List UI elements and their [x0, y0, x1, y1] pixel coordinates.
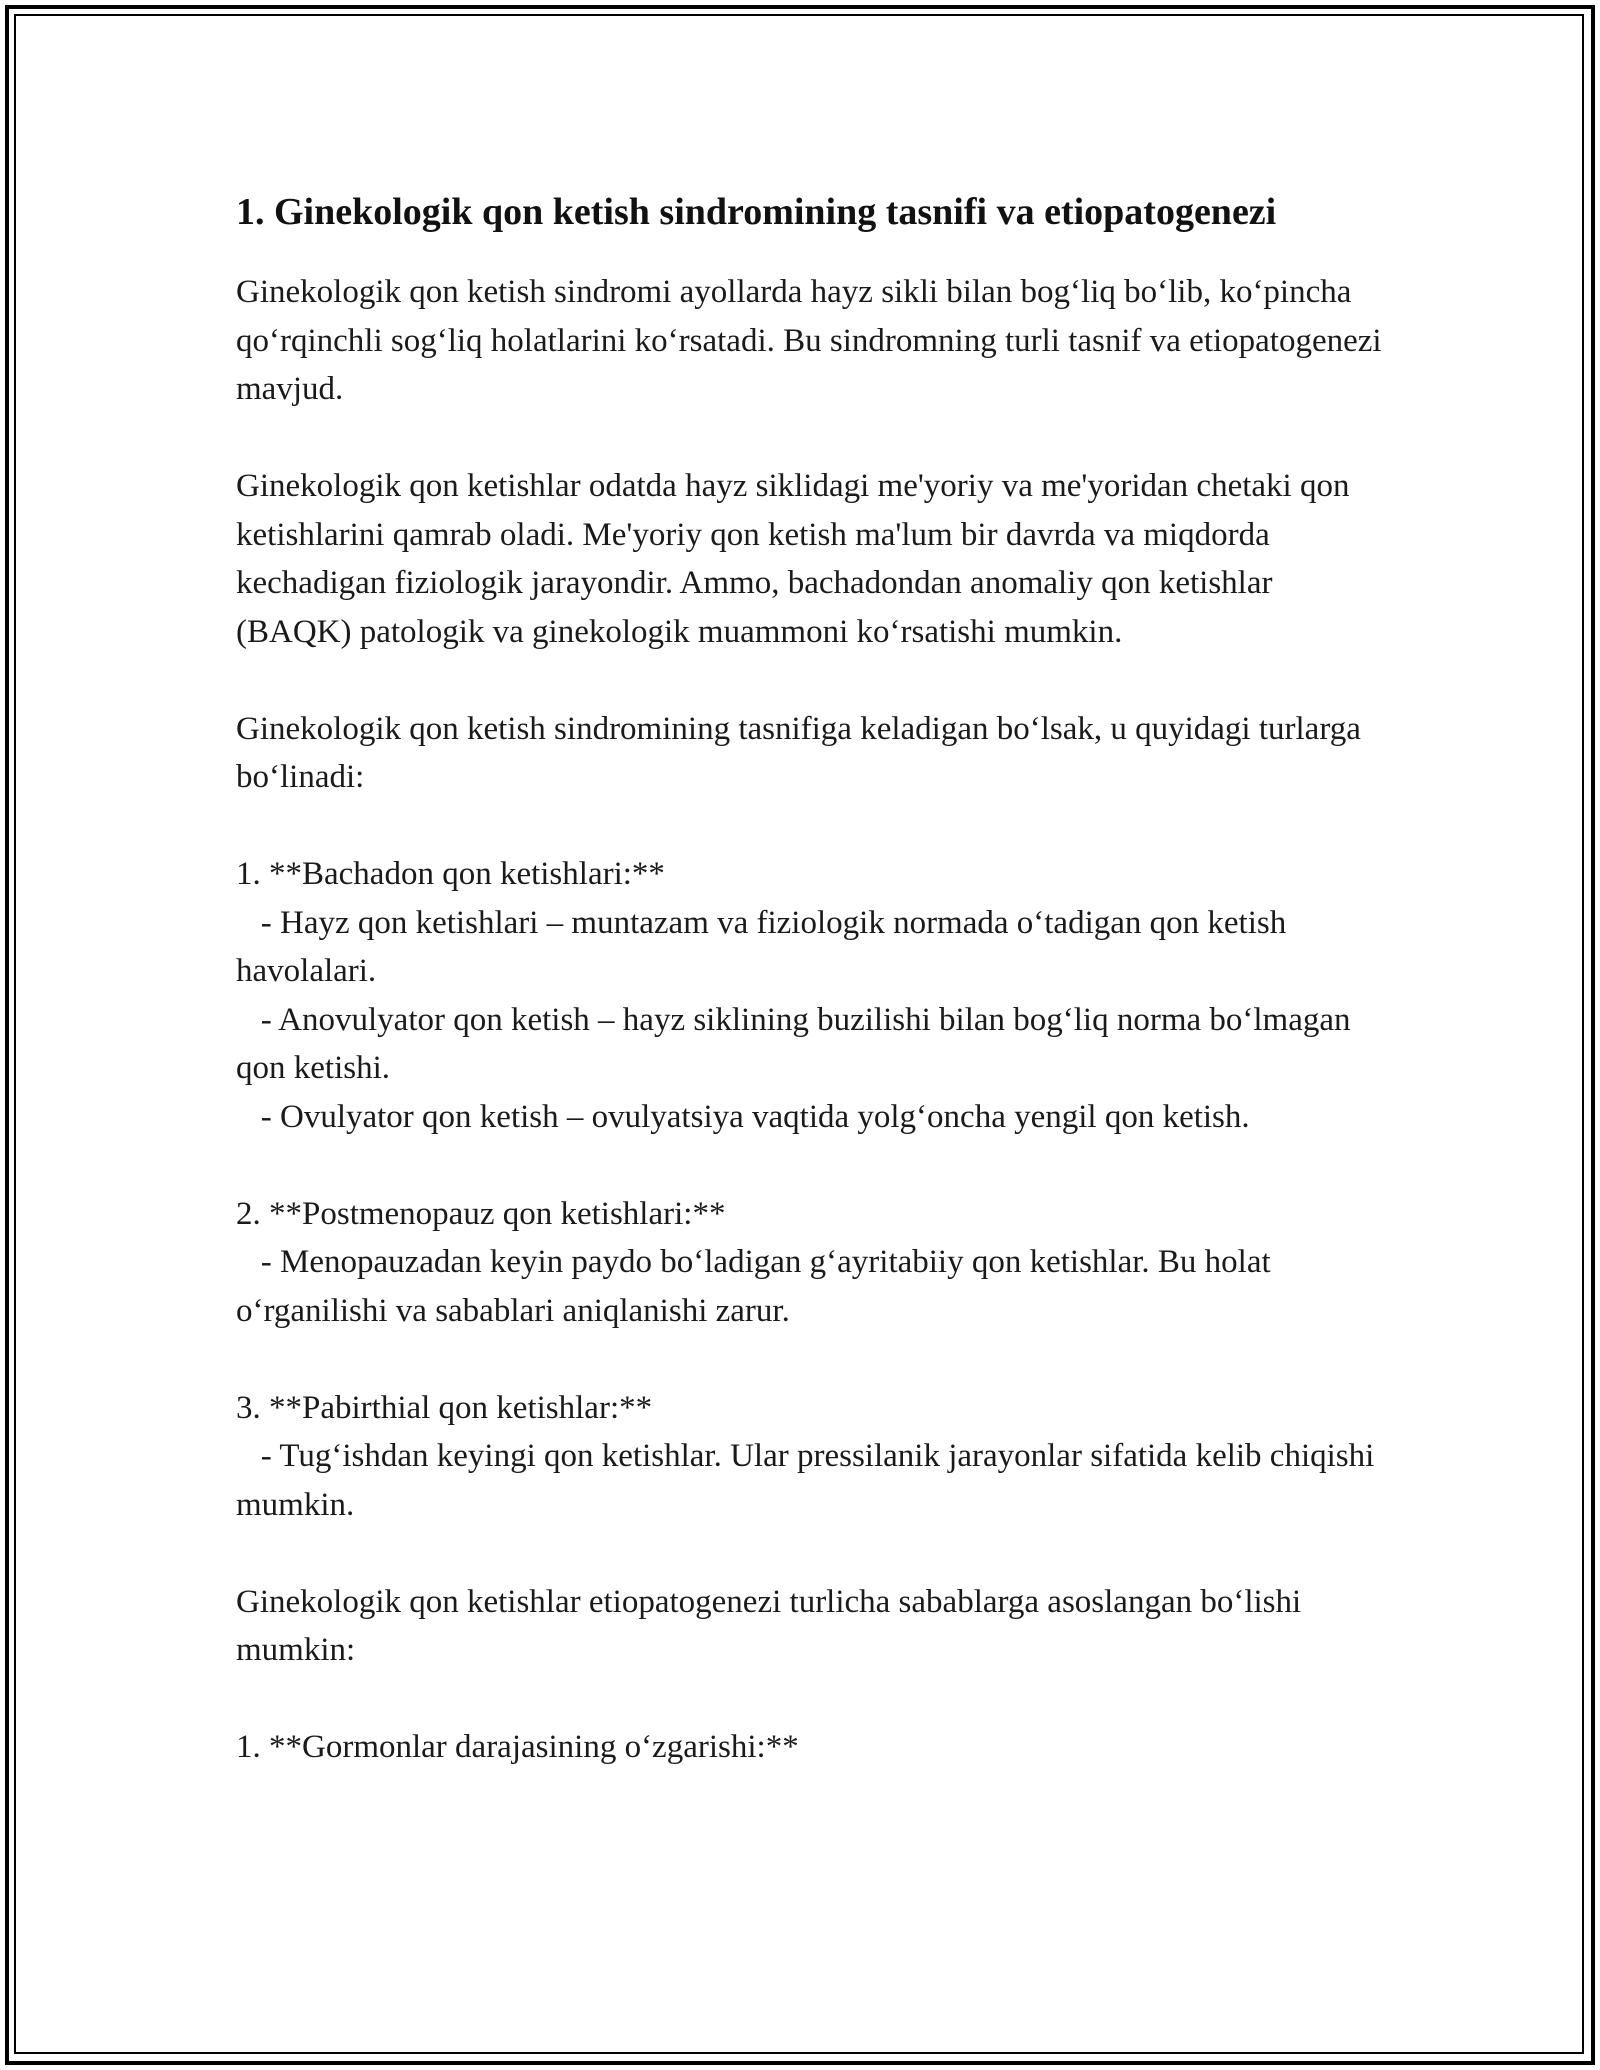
paragraph-gap — [236, 1335, 1386, 1384]
list-item-postmenopausal-bleeding: 2. **Postmenopauz qon ketishlari:** - Menopauzadan keyin paydo bo‘ladigan g‘ayritabiiy qon ketishlar. Bu holat o‘rganilishi va sabablari aniqlanishi zarur. — [236, 1195, 1271, 1329]
paragraph-etiopathogenesis-intro: Ginekologik qon ketishlar etiopatogenezi turlicha sabablarga asoslangan bo‘lishi mumkin: — [236, 1583, 1310, 1668]
list-item-uterine-bleeding: 1. **Bachadon qon ketishlari:** - Hayz qon ketishlari – muntazam va fiziologik normada o‘tadigan qon ketish havolalari. - Anovulyator qon ketish – hayz siklining buzilishi bilan bog‘liq norma bo‘lmagan qon ketishi. - Ovulyator qon ketish – ovulyatsiya vaqtida yolg‘oncha yengil qon ketish. — [236, 856, 1351, 1135]
list-item-postpartum-bleeding: 3. **Pabirthial qon ketishlar:** - Tug‘ishdan keyingi qon ketishlar. Ular pressilanik jarayonlar sifatida kelib chiqishi mumkin. — [236, 1389, 1375, 1523]
document-title: 1. Ginekologik qon ketish sindromining tasnifi va etiopatogenezi — [236, 191, 1277, 233]
paragraph-gap — [236, 802, 1386, 851]
document-body — [236, 185, 1390, 1772]
paragraph-definition: Ginekologik qon ketishlar odatda hayz siklidagi me'yoriy va me'yoridan chetaki qon ketishlarini qamrab oladi. Me'yoriy qon ketish ma'lum bir davrda va miqdorda kechadigan fiziologik jarayondir. Ammo, bachadondan anomaliy qon ketishlar (BAQK) patologik va ginekologik muammoni ko‘rsatishi mumkin. — [236, 468, 1358, 650]
paragraph-classification-intro: Ginekologik qon ketish sindromining tasnifiga keladigan bo‘lsak, u quyidagi turlarga bo‘linadi: — [236, 710, 1370, 795]
paragraph-gap — [236, 1675, 1386, 1724]
paragraph-gap — [236, 656, 1386, 705]
paragraph-intro: Ginekologik qon ketish sindromi ayollarda hayz sikli bilan bog‘liq bo‘lib, ko‘pincha qo‘rqinchli sog‘liq holatlarini ko‘rsatadi. Bu sindromning turli tasnif va etiopatogenezi mavjud. — [236, 274, 1390, 407]
paragraph-gap — [236, 414, 1386, 463]
list-item-hormone-changes: 1. **Gormonlar darajasining o‘zgarishi:** — [236, 1729, 799, 1765]
paragraph-gap — [236, 1141, 1386, 1190]
paragraph-gap — [236, 1529, 1386, 1578]
